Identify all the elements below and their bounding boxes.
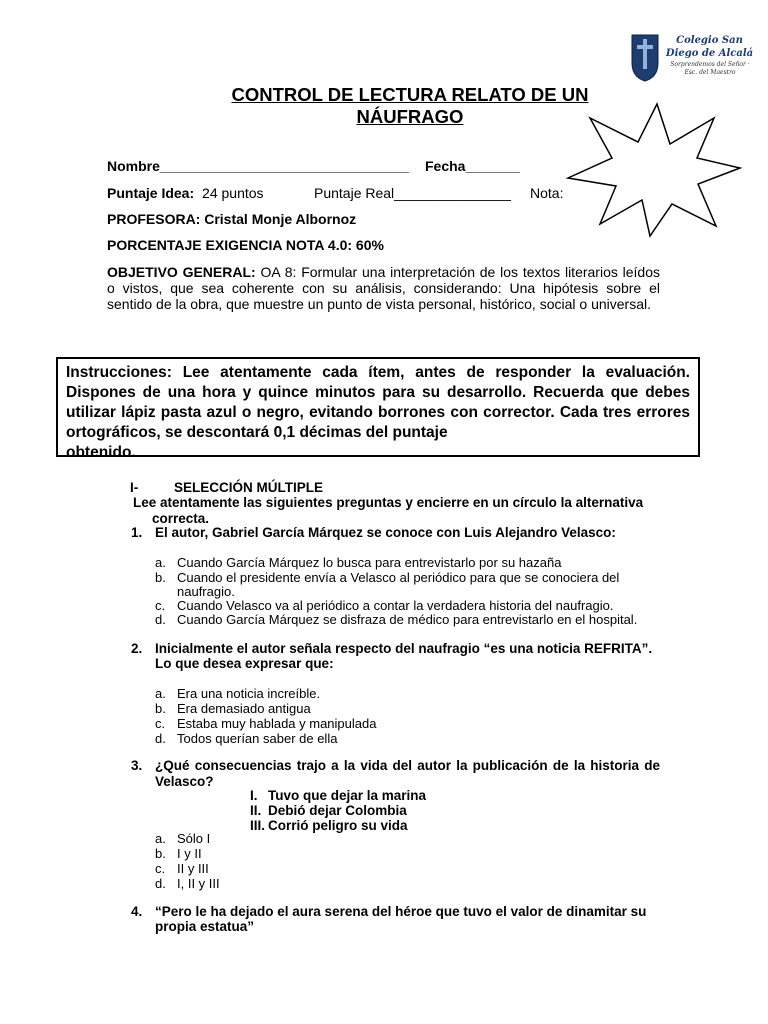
q1-option-d[interactable]: d. Cuando García Márquez se disfraza de médico para entrevistarlo en el hospital. — [155, 612, 638, 627]
page-title-line2: NÁUFRAGO — [356, 106, 464, 127]
q3-statement-i: I. Tuvo que dejar la marina — [250, 788, 427, 803]
section-number: I- — [130, 480, 139, 495]
question-4: 4. “Pero le ha dejado el aura serena del héroe que tuvo el valor de dinamitar su — [131, 904, 647, 919]
q1-option-a[interactable]: a. Cuando García Márquez lo busca para entrevistarlo por su hazaña — [155, 555, 562, 570]
q1-option-b-cont: naufragio. — [177, 584, 235, 599]
question-2-cont: Lo que desea expresar que: — [155, 656, 334, 671]
objetivo-label: OBJETIVO GENERAL: — [107, 264, 256, 280]
q3-option-c[interactable]: c. II y III — [155, 861, 209, 876]
question-4-cont: propia estatua” — [155, 919, 255, 934]
question-2: 2. Inicialmente el autor señala respecto del naufragio “es una noticia REFRITA”. — [131, 641, 653, 656]
q3-option-d[interactable]: d. I, II y III — [155, 876, 220, 891]
nota-field[interactable]: Nota: — [530, 185, 564, 201]
logo-subtitle: Sorprendemos del Señor · Esc. del Maestro — [670, 61, 750, 76]
section-title: SELECCIÓN MÚLTIPLE — [174, 480, 324, 495]
q2-option-a[interactable]: a. Era una noticia increíble. — [155, 686, 321, 701]
q2-option-b[interactable]: b. Era demasiado antigua — [155, 701, 311, 716]
puntaje-ideal-label: Puntaje Idea: — [107, 185, 195, 201]
objetivo-text: OA 8: Formular una interpretación de los textos literarios leídos o vistos, que sea coherente con su análisis, considerando: Una hipótesis sobre el sentido de la obra, que muestre un punto de vista personal, histórico, social o universal. — [107, 264, 661, 312]
instructions-last: obtenido. — [66, 444, 136, 461]
q2-option-c[interactable]: c. Estaba muy hablada y manipulada — [155, 716, 377, 731]
porcentaje: PORCENTAJE EXIGENCIA NOTA 4.0: 60% — [107, 237, 384, 253]
profesora: PROFESORA: Cristal Monje Albornoz — [107, 211, 357, 227]
puntaje-real-field[interactable]: Puntaje Real_______________ — [314, 185, 511, 201]
question-3-number: 3. — [131, 758, 143, 773]
puntaje-ideal-value: 24 puntos — [202, 185, 264, 201]
instructions-box — [56, 357, 700, 461]
q3-statement-iii: III. Corrió peligro su vida — [250, 818, 408, 833]
q3-option-b[interactable]: b. I y II — [155, 846, 202, 861]
question-1: 1. El autor, Gabriel García Márquez se conoce con Luis Alejandro Velasco: — [131, 525, 616, 540]
q2-option-d[interactable]: d. Todos querían saber de ella — [155, 731, 338, 746]
school-logo — [630, 30, 760, 90]
objetivo-general — [107, 264, 660, 312]
q1-option-b[interactable]: b. Cuando el presidente envía a Velasco al periódico para que se conociera del — [155, 570, 620, 585]
section-intro: Lee atentamente las siguientes preguntas y encierre en un círculo la alternativa — [133, 495, 644, 510]
q3-statement-ii: II. Debió dejar Colombia — [250, 803, 407, 818]
logo-name: Colegio San Diego de Alcalá — [665, 35, 754, 59]
q1-option-c[interactable]: c. Cuando Velasco va al periódico a contar la verdadera historia del naufragio. — [155, 598, 614, 613]
nombre-field[interactable]: Nombre________________________________ — [107, 158, 410, 174]
question-3: ¿Qué consecuencias trajo a la vida del autor la publicación de la historia de Velasco? — [155, 758, 660, 789]
fecha-field[interactable]: Fecha_______ — [425, 158, 520, 174]
shield-icon — [630, 33, 660, 83]
instructions-text: Instrucciones: Lee atentamente cada ítem, antes de responder la evaluación. Dispones de una hora y quince minutos para su desarrollo. Recuerda que debes utilizar lápiz pasta azul o negro, evitando borrones con corrector. Cada tres errores ortográficos, se descontará 0,1 décimas del puntaje — [66, 364, 690, 441]
page-title-line1: CONTROL DE LECTURA RELATO DE UN — [231, 84, 589, 105]
q3-option-a[interactable]: a. Sólo I — [155, 831, 211, 846]
section-intro-cont: correcta. — [152, 511, 210, 526]
